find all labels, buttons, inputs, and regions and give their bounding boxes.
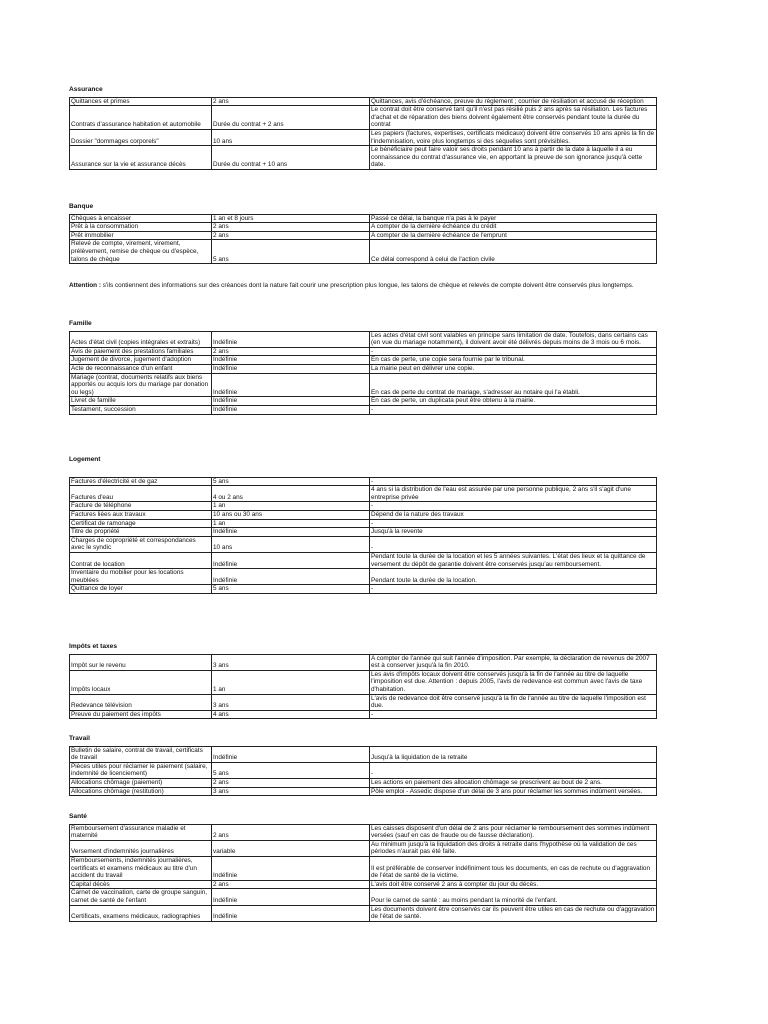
retention-period-cell: 1 an [212,502,370,511]
retention-table [69,214,657,265]
table-row [70,694,657,710]
retention-period-cell: Indéfinie [212,364,370,373]
remark-cell: - [370,405,657,414]
table-row [70,856,657,880]
section-title: Logement [69,456,101,463]
table-row [70,214,657,223]
remark-cell: En cas de perte, un duplicata peut être obtenu à la mairie. [370,397,657,406]
table-row [70,654,657,670]
table-row [70,106,657,130]
retention-period-cell: 5 ans [212,240,370,264]
retention-period-cell: Indéfinie [212,397,370,406]
section-title: Santé [69,813,87,820]
section-sante [69,813,655,922]
remark-cell: - [370,519,657,528]
document-type-cell: Contrat de location [70,552,212,568]
retention-period-cell: 10 ans [212,536,370,552]
remark-cell: - [370,585,657,594]
remark-cell: 4 ans si la distribution de l'eau est assurée par une personne publique, 2 ans s'il s'agit d'une entreprise privée [370,486,657,502]
table-row [70,710,657,719]
table-row [70,397,657,406]
retention-period-cell: 1 an et 8 jours [212,214,370,223]
document-type-cell: Contrats d'assurance habitation et automobile [70,106,212,130]
table-row [70,787,657,796]
retention-period-cell: Indéfinie [212,528,370,537]
retention-period-cell: 1 an [212,519,370,528]
section-assurance [69,86,655,170]
remark-cell: Passé ce délai, la banque n'a pas à le payer [370,214,657,223]
document-type-cell: Quittance de loyer [70,585,212,594]
attention-note [69,282,651,290]
document-type-cell: Charges de copropriété et correspondances avec le syndic [70,536,212,552]
retention-period-cell: 3 ans [212,654,370,670]
remark-cell: Les caisses disposent d'un délai de 2 ans pour réclamer le remboursement des sommes indûment versées (sauf en cas de fraude ou de fausse déclaration). [370,824,657,840]
remark-cell: En cas de perte, une copie sera fournie par le tribunal. [370,356,657,365]
retention-period-cell: 2 ans [212,347,370,356]
document-type-cell: Factures liées aux travaux [70,510,212,519]
table-row [70,231,657,240]
document-type-cell: Carnet de vaccination, carte de groupe sanguin, carnet de santé de l'enfant [70,889,212,905]
table-row [70,364,657,373]
document-type-cell: Impôt sur le revenu [70,654,212,670]
remark-cell: - [370,536,657,552]
table-row [70,762,657,778]
document-type-cell: Livret de famille [70,397,212,406]
retention-period-cell: 2 ans [212,824,370,840]
table-row [70,519,657,528]
remark-cell: - [370,477,657,486]
remark-cell: Jusqu'à la liquidation de la retraite [370,746,657,762]
document-type-cell: Allocations chômage (paiement) [70,778,212,787]
table-row [70,536,657,552]
document-type-cell: Titre de propriété [70,528,212,537]
remark-cell: Quittances, avis d'échéance, preuve du règlement ; courrier de résiliation et accusé de réception [370,97,657,106]
document-type-cell: Quittances et primes [70,97,212,106]
retention-period-cell: 2 ans [212,231,370,240]
document-type-cell: Versement d'indemnités journalières [70,840,212,856]
document-type-cell: Factures d'électricité et de gaz [70,477,212,486]
retention-period-cell: Durée du contrat + 10 ans [212,146,370,170]
section-title: Famille [69,320,92,327]
retention-period-cell: 5 ans [212,585,370,594]
document-type-cell: Mariage (contrat, documents relatifs aux biens apportés ou acquis lors du mariage par donation ou legs) [70,373,212,397]
remark-cell: Il est préférable de conserver indéfiniment tous les documents, en cas de rechute ou d'aggravation de l'état de santé de la victime. [370,856,657,880]
table-row [70,356,657,365]
remark-cell: Dépend de la nature des travaux [370,510,657,519]
table-row [70,477,657,486]
document-type-cell: Chèques à encaisser [70,214,212,223]
document-type-cell: Allocations chômage (restitution) [70,787,212,796]
document-type-cell: Preuve du paiement des impôts [70,710,212,719]
table-row [70,569,657,585]
table-row [70,746,657,762]
retention-period-cell: Indéfinie [212,905,370,921]
remark-cell: A compter de la dernière échéance du crédit [370,223,657,232]
document-type-cell: Prêt immobilier [70,231,212,240]
retention-period-cell: Indéfinie [212,746,370,762]
table-row [70,146,657,170]
table-row [70,240,657,264]
table-row [70,486,657,502]
document-type-cell: Assurance sur la vie et assurance décès [70,146,212,170]
retention-table [69,97,657,170]
section-title: Travail [69,735,90,742]
remark-cell: Le contrat doit être conservé tant qu'il n'est pas résilié puis 2 ans après sa résiliation. Les factures d'achat et de réparation des biens doivent également être conservés pendant toute la durée du contrat [370,106,657,130]
document-type-cell: Capital décès [70,880,212,889]
table-row [70,129,657,145]
retention-period-cell: 2 ans [212,880,370,889]
retention-period-cell: 3 ans [212,787,370,796]
remark-cell: Pendant toute la durée de la location et les 5 années suivantes. L'état des lieux et la quittance de versement du dépôt de garantie doivent être conservés jusqu'au remboursement. [370,552,657,568]
remark-cell: Pour le carnet de santé : au moins pendant la minorité de l'enfant. [370,889,657,905]
attention-label: Attention : [69,282,101,289]
document-type-cell: Impôts locaux [70,670,212,694]
retention-period-cell: 1 an [212,670,370,694]
document-type-cell: Factures d'eau [70,486,212,502]
retention-table [69,331,657,415]
section-logement [69,456,651,594]
retention-table [69,824,657,922]
document-type-cell: Actes d'état civil (copies intégrales et extraits) [70,331,212,347]
table-row [70,331,657,347]
remark-cell: En cas de perte du contrat de mariage, s'adresser au notaire qui l'a établi. [370,373,657,397]
retention-period-cell: 2 ans [212,97,370,106]
document-type-cell: Certificats, examens médicaux, radiographies [70,905,212,921]
table-row [70,510,657,519]
table-row [70,670,657,694]
remark-cell: Les actes d'état civil sont valables en principe sans limitation de date. Toutefois, dans certains cas (en vue du mariage notamment), il doivent avoir été délivrés depuis moins de 3 mois ou 6 mois. [370,331,657,347]
retention-period-cell: Indéfinie [212,356,370,365]
document-type-cell: Relevé de compte, virement, virement, prélèvement, remise de chèque ou d'espèce, talons de chèque [70,240,212,264]
document-type-cell: Dossier "dommages corporels" [70,129,212,145]
remark-cell: - [370,710,657,719]
section-title: Assurance [69,86,103,93]
document-type-cell: Avis de paiement des prestations familiales [70,347,212,356]
remark-cell: Ce délai correspond à celui de l'action civile [370,240,657,264]
retention-period-cell: Indéfinie [212,889,370,905]
retention-period-cell: Indéfinie [212,552,370,568]
table-row [70,528,657,537]
retention-period-cell: 4 ou 2 ans [212,486,370,502]
retention-period-cell: 5 ans [212,762,370,778]
document-type-cell: Bulletin de salaire, contrat de travail, certificats de travail [70,746,212,762]
section-travail [69,735,651,796]
table-row [70,880,657,889]
section-title: Banque [69,203,94,210]
retention-period-cell: 10 ans ou 30 ans [212,510,370,519]
table-row [70,585,657,594]
remark-cell: Le bénéficiaire peut faire valoir ses droits pendant 10 ans à partir de la date à laquelle il a eu connaissance du contrat d'assurance vie, en apportant la preuve de son ignorance jusqu'à cette date. [370,146,657,170]
table-row [70,97,657,106]
remark-cell: - [370,502,657,511]
remark-cell: A compter de l'année qui suit l'année d'imposition. Par exemple, la déclaration de revenus de 2007 est à conserver jusqu'à la fin 2010. [370,654,657,670]
table-row [70,373,657,397]
document-type-cell: Facture de téléphone [70,502,212,511]
remark-cell: Les documents doivent être conservés car ils peuvent être utiles en cas de rechute ou d'aggravation de l'état de santé. [370,905,657,921]
retention-period-cell: 10 ans [212,129,370,145]
table-row [70,502,657,511]
remark-cell: Au minimum jusqu'à la liquidation des droits à retraite dans l'hypothèse où la validation de ces périodes n'aurait pas été faite. [370,840,657,856]
document-type-cell: Jugement de divorce, jugement d'adoption [70,356,212,365]
retention-table [69,746,657,797]
retention-period-cell: 2 ans [212,223,370,232]
retention-table [69,477,657,594]
document-type-cell: Remboursement d'assurance maladie et maternité [70,824,212,840]
table-row [70,223,657,232]
document-type-cell: Acte de reconnaissance d'un enfant [70,364,212,373]
document-type-cell: Inventaire du mobilier pour les locations meublées [70,569,212,585]
remark-cell: A compter de la dernière échéance de l'emprunt [370,231,657,240]
document-type-cell: Remboursements, indemnités journalières, certificats et examens médicaux au titre d'un accident du travail [70,856,212,880]
remark-cell: L'avis de redevance doit être conservé jusqu'à la fin de l'année au titre de laquelle l'imposition est due. [370,694,657,710]
document-type-cell: Certificat de ramonage [70,519,212,528]
retention-period-cell: 3 ans [212,694,370,710]
retention-period-cell: 4 ans [212,710,370,719]
table-row [70,405,657,414]
remark-cell: Les avis d'impôts locaux doivent être conservés jusqu'à la fin de l'année au titre de laquelle l'imposition est due. Attention : depuis 2005, l'avis de redevance est commun avec l'avis de taxe d'habitation. [370,670,657,694]
section-impots-et-taxes [69,643,651,719]
retention-period-cell: variable [212,840,370,856]
table-row [70,905,657,921]
remark-cell: Les papiers (factures, expertises, certificats médicaux) doivent être conservés 10 ans après la fin de l'indemnisation, voire plus longtemps si des séquelles sont prévisibles. [370,129,657,145]
retention-period-cell: 2 ans [212,778,370,787]
table-row [70,889,657,905]
retention-period-cell: Indéfinie [212,405,370,414]
table-row [70,778,657,787]
remark-cell: L'avis doit être conservé 2 ans à compter du jour du décès. [370,880,657,889]
remark-cell: Les actions en paiement des allocation chômage se prescrivent au bout de 2 ans. [370,778,657,787]
remark-cell: Pendant toute la durée de la location. [370,569,657,585]
retention-period-cell: Indéfinie [212,373,370,397]
section-banque [69,203,651,264]
attention-text: s'ils contiennent des informations sur des créances dont la nature fait courir une prescription plus longue, les talons de chèque et relevés de compte doivent être conservés plus longtemps. [100,282,634,289]
retention-period-cell: Indéfinie [212,569,370,585]
document-type-cell: Prêt à la consommation [70,223,212,232]
remark-cell: Pôle emploi - Assedic dispose d'un délai de 3 ans pour réclamer les sommes indûment versées. [370,787,657,796]
retention-period-cell: Durée du contrat + 2 ans [212,106,370,130]
document-type-cell: Pièces utiles pour réclamer le paiement (salaire, indemnité de licenciement) [70,762,212,778]
retention-period-cell: Indéfinie [212,331,370,347]
retention-period-cell: 5 ans [212,477,370,486]
section-title: Impôts et taxes [69,643,118,650]
table-row [70,840,657,856]
document-type-cell: Redevance télévision [70,694,212,710]
document-type-cell: Testament, succession [70,405,212,414]
remark-cell: - [370,347,657,356]
remark-cell: Jusqu'à la revente [370,528,657,537]
retention-table [69,654,657,720]
retention-period-cell: Indéfinie [212,856,370,880]
table-row [70,347,657,356]
table-row [70,824,657,840]
remark-cell: - [370,762,657,778]
table-row [70,552,657,568]
section-famille [69,320,651,415]
remark-cell: La mairie peut en délivrer une copie. [370,364,657,373]
